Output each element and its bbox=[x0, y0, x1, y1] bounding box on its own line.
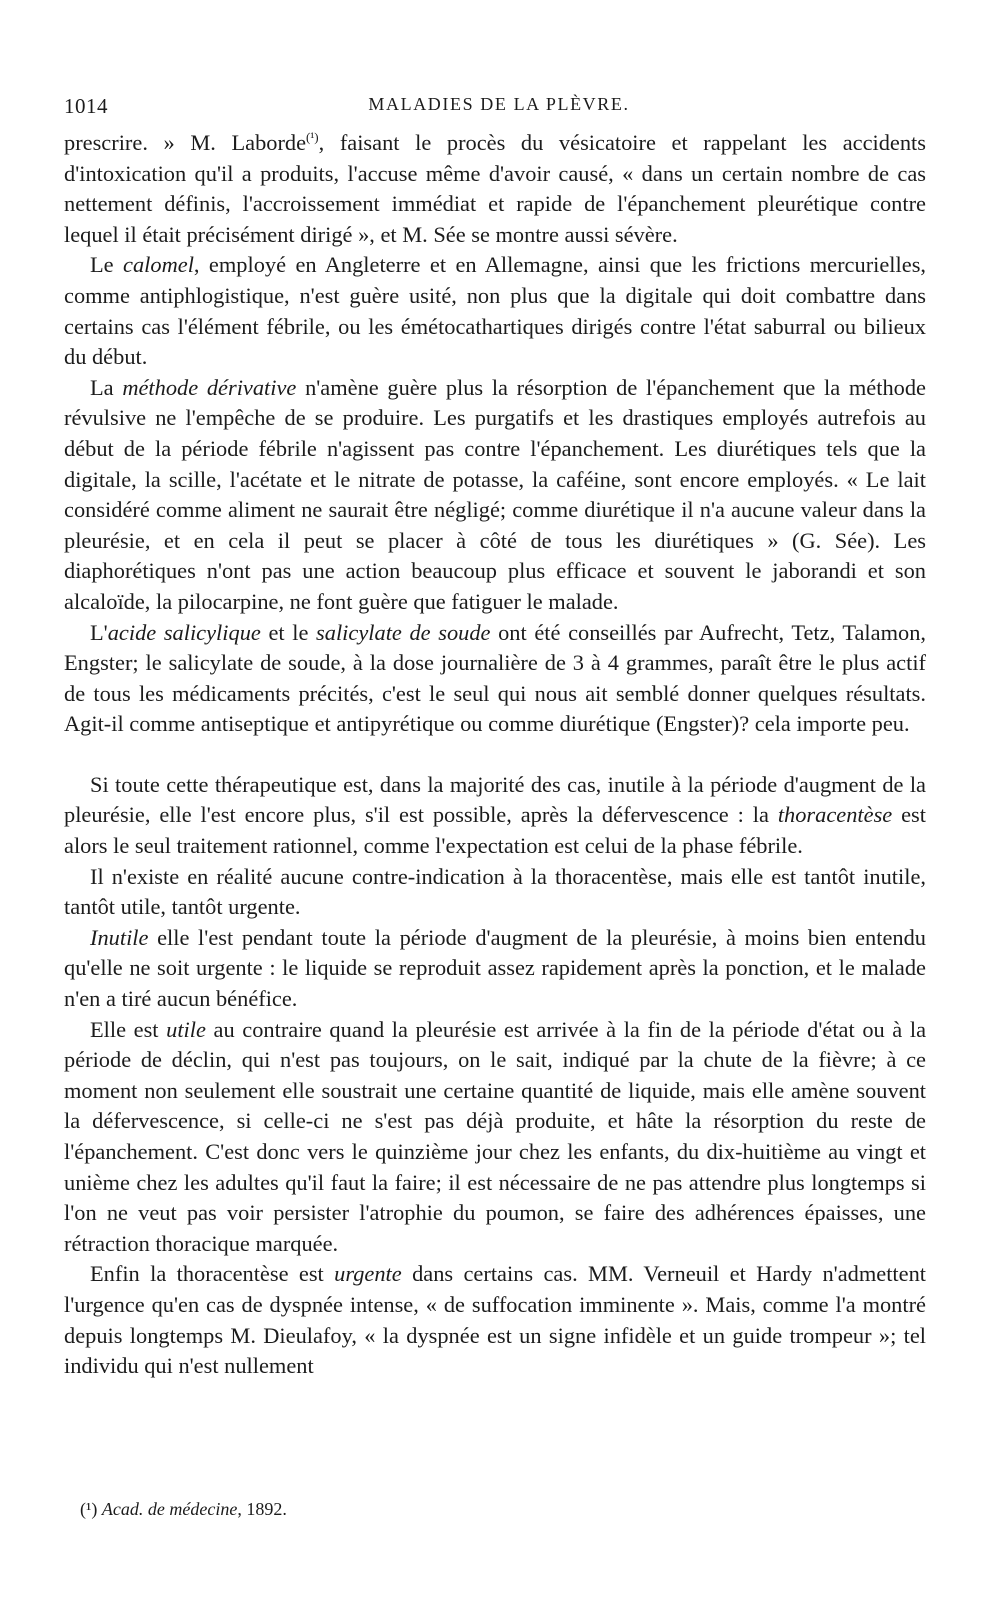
paragraph bbox=[64, 618, 926, 740]
italic-text: thoracentèse bbox=[777, 802, 893, 828]
footnote-source: Acad. de médecine bbox=[101, 1499, 238, 1519]
body-text bbox=[64, 128, 926, 1382]
italic-text: calomel bbox=[123, 252, 194, 278]
paragraph bbox=[64, 1015, 926, 1260]
italic-text: Inutile bbox=[90, 924, 149, 950]
italic-text: utile bbox=[166, 1016, 206, 1042]
paragraph bbox=[64, 770, 926, 862]
text-run: Le bbox=[90, 252, 124, 278]
paragraph bbox=[64, 862, 926, 923]
text-run: L' bbox=[90, 619, 108, 645]
text-run: dans certains cas. MM. Verneuil et Hardy n'admettent l'urgence qu'en cas de dyspnée intense, « de suffocation imminente ». Mais, comme l'a montré depuis longtemps M. Dieulafoy, « la dyspnée est un signe infidèle et un guide trompeur »; tel individu qui n'est nullement bbox=[64, 1261, 926, 1379]
text-run: Si toute cette thérapeutique est, dans la majorité des cas, inutile à la période d'augment de la pleurésie, elle l'est encore plus, s'il est possible, après la défervescence : la bbox=[64, 771, 926, 828]
text-run: , faisant le procès du vésicatoire et rappelant les accidents d'intoxication qu'il a produits, l'accuse même d'avoir causé, « dans un certain nombre de cas nettement définis, l'accroissement immédiat et rapide de l'épanchement pleurétique contre lequel il était précisément dirigé », et M. Sée se montre aussi sévère. bbox=[64, 130, 926, 247]
paragraph bbox=[64, 923, 926, 1015]
running-title: MALADIES DE LA PLÈVRE. bbox=[368, 94, 630, 114]
text-run: au contraire quand la pleurésie est arrivée à la fin de la période d'état ou à la période de déclin, qui n'est pas toujours, on le sait, indiqué par la chute de la fièvre; à ce moment non seulement elle soustrait une certaine quantité de liquide, mais elle amène souvent la défervescence, si celle-ci ne s'est pas déjà produite, et hâte la résorption du reste de l'épanchement. C'est donc vers le quinzième jour chez les enfants, du dix-huitième au vingt et unième chez les adultes qu'il faut la faire; il est nécessaire de ne pas attendre plus longtemps si l'on ne veut pas voir persister l'atrophie du poumon, se faire des adhérences épaisses, une rétraction thoracique marquée. bbox=[64, 1016, 927, 1256]
footnote bbox=[80, 1497, 920, 1521]
italic-text: acide salicylique bbox=[107, 619, 261, 645]
paragraph bbox=[64, 250, 926, 372]
page-number: 1014 bbox=[64, 94, 108, 118]
text-run: est alors le seul traitement rationnel, comme l'expectation est celui de la phase fébrile. bbox=[64, 802, 926, 859]
footnote-year: , 1892. bbox=[237, 1499, 287, 1519]
text-run: et le bbox=[260, 619, 317, 645]
page-header bbox=[64, 94, 934, 122]
paragraph bbox=[64, 128, 926, 250]
italic-text: méthode dérivative bbox=[122, 374, 297, 400]
section-break bbox=[64, 740, 926, 770]
italic-text: urgente bbox=[334, 1261, 402, 1287]
paragraph bbox=[64, 1259, 926, 1381]
text-run: Il n'existe en réalité aucune contre-indication à la thoracentèse, mais elle est tantôt inutile, tantôt utile, tantôt urgente. bbox=[64, 863, 926, 920]
paragraph bbox=[64, 373, 926, 618]
text-run: elle l'est pendant toute la période d'augment de la pleurésie, à moins bien entendu qu'elle ne soit urgente : le liquide se reproduit assez rapidement après la ponction, et le malade n'en a tiré aucun bénéfice. bbox=[64, 924, 926, 1012]
text-run: Elle est bbox=[90, 1016, 167, 1042]
text-run: ont été conseillés par Aufrecht, Tetz, Talamon, Engster; le salicylate de soude, à la dose journalière de 3 à 4 grammes, paraît être le plus actif de tous les médicaments précités, c'est le seul qui nous ait semblé donner quelques résultats. Agit-il comme antiseptique et antipyrétique ou comme diurétique (Engster)? cela importe peu. bbox=[64, 619, 926, 737]
footnote-marker: (¹) bbox=[80, 1499, 98, 1519]
text-run: , employé en Angleterre et en Allemagne, ainsi que les frictions mercurielles, comme antiphlogistique, n'est guère usité, non plus que la digitale qui doit combattre dans certains cas l'élément fébrile, ou les émétocathartiques dirigés contre l'état saburral ou bilieux du début. bbox=[64, 252, 926, 370]
text-run: La bbox=[90, 374, 123, 400]
text-run: prescrire. » M. Laborde bbox=[64, 130, 307, 155]
footnote-reference: (¹) bbox=[306, 129, 319, 145]
italic-text: salicylate de soude bbox=[316, 619, 491, 645]
text-run: Enfin la thoracentèse est bbox=[90, 1261, 335, 1287]
text-run: n'amène guère plus la résorption de l'épanchement que la méthode révulsive ne l'empêche de se produire. Les purgatifs et les drastiques employés autrefois au début de la période fébrile n'agissent pas contre l'épanchement. Les diurétiques tels que la digitale, la scille, l'acétate et le nitrate de potasse, la caféine, sont encore employés. « Le lait considéré comme aliment ne saurait être négligé; comme diurétique il n'a aucune valeur dans la pleurésie, et en cela il peut se placer à côté de tous les diurétiques » (G. Sée). Les diaphorétiques n'ont pas une action beaucoup plus efficace et souvent le jaborandi et son alcaloïde, la pilocarpine, ne font guère que fatiguer le malade. bbox=[64, 374, 926, 614]
